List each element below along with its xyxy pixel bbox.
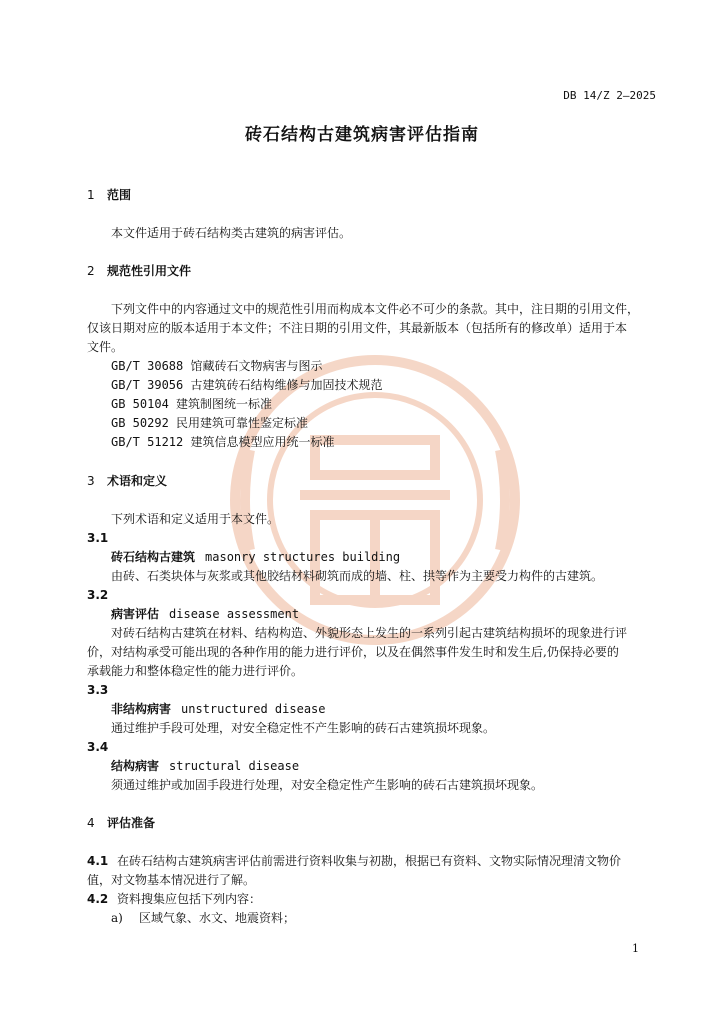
reference-item: GB 50104 建筑制图统一标准: [111, 397, 273, 411]
reference-item: GB/T 30688 馆藏砖石文物病害与图示: [111, 359, 323, 373]
term-entry: [111, 606, 299, 622]
list-item-text: 区域气象、水文、地震资料；: [139, 911, 296, 925]
paragraph-line: 文件。: [87, 340, 124, 354]
clause-number: 4.1: [87, 854, 109, 868]
term-entry: [111, 758, 299, 774]
document-title: 砖石结构古建筑病害评估指南: [245, 125, 479, 145]
section-number: 2: [87, 264, 95, 278]
paragraph-line: 仅该日期对应的版本适用于本文件；不注日期的引用文件，其最新版本（包括所有的修改单）适用于本: [87, 321, 628, 335]
section-number: 3: [87, 474, 95, 488]
section-title: 术语和定义: [107, 474, 168, 488]
paragraph-line: 资料搜集应包括下列内容：: [117, 892, 262, 906]
term-definition: 承载能力和整体稳定性的能力进行评价。: [87, 664, 304, 678]
reference-item: GB/T 39056 古建筑砖石结构维修与加固技术规范: [111, 378, 383, 392]
paragraph-line: 值，对文物基本情况进行了解。: [87, 873, 256, 887]
term-definition: 通过维护手段可处理，对安全稳定性不产生影响的砖石古建筑损坏现象。: [111, 721, 496, 735]
term-english: disease assessment: [169, 607, 300, 621]
clause-number: 4.2: [87, 892, 109, 906]
term-definition: 价，对结构承受可能出现的各种作用的能力进行评价，以及在偶然事件发生时和发生后,仍保持必要的: [87, 645, 619, 659]
list-item-label: a): [111, 911, 123, 925]
paragraph-line: 下列术语和定义适用于本文件。: [111, 512, 280, 526]
term-definition: 由砖、石类块体与灰浆或其他胶结材料砌筑而成的墙、柱、拱等作为主要受力构件的古建筑。: [111, 569, 604, 583]
paragraph-line: 在砖石结构古建筑病害评估前需进行资料收集与初勘，根据已有资料、文物实际情况理清文物价: [117, 854, 622, 868]
term-number: 3.2: [87, 588, 109, 602]
term-name: 非结构病害: [111, 702, 172, 716]
page-number: 1: [632, 942, 639, 955]
section-title: 规范性引用文件: [107, 264, 192, 278]
clause-4-2: [87, 891, 261, 907]
section-4-heading: [87, 815, 155, 831]
term-number: 3.1: [87, 531, 109, 545]
reference-item: GB 50292 民用建筑可靠性鉴定标准: [111, 416, 309, 430]
term-entry: [111, 701, 326, 717]
clause-4-1: [87, 853, 621, 869]
standard-code: DB 14/Z 2—2025: [563, 89, 656, 102]
section-1-body: 本文件适用于砖石结构类古建筑的病害评估。: [111, 226, 352, 240]
term-english: unstructured disease: [181, 702, 326, 716]
term-entry: [111, 549, 400, 565]
term-english: structural disease: [169, 759, 300, 773]
term-name: 结构病害: [111, 759, 160, 773]
section-number: 1: [87, 188, 95, 202]
list-item: [111, 910, 295, 926]
section-title: 评估准备: [107, 816, 156, 830]
section-3-heading: [87, 473, 167, 489]
term-number: 3.4: [87, 740, 109, 754]
term-definition: 对砖石结构古建筑在材料、结构构造、外貌形态上发生的一系列引起古建筑结构损坏的现象进行评: [111, 626, 628, 640]
reference-item: GB/T 51212 建筑信息模型应用统一标准: [111, 435, 335, 449]
section-title: 范围: [107, 188, 132, 202]
term-name: 病害评估: [111, 607, 160, 621]
term-definition: 须通过维护或加固手段进行处理，对安全稳定性产生影响的砖石古建筑损坏现象。: [111, 778, 544, 792]
section-2-heading: [87, 263, 191, 279]
term-english: masonry structures building: [205, 550, 401, 564]
paragraph-line: 下列文件中的内容通过文中的规范性引用而构成本文件必不可少的条款。其中，注日期的引用文件，: [111, 302, 640, 316]
term-number: 3.3: [87, 683, 109, 697]
section-1-heading: [87, 187, 131, 203]
section-number: 4: [87, 816, 95, 830]
term-name: 砖石结构古建筑: [111, 550, 196, 564]
